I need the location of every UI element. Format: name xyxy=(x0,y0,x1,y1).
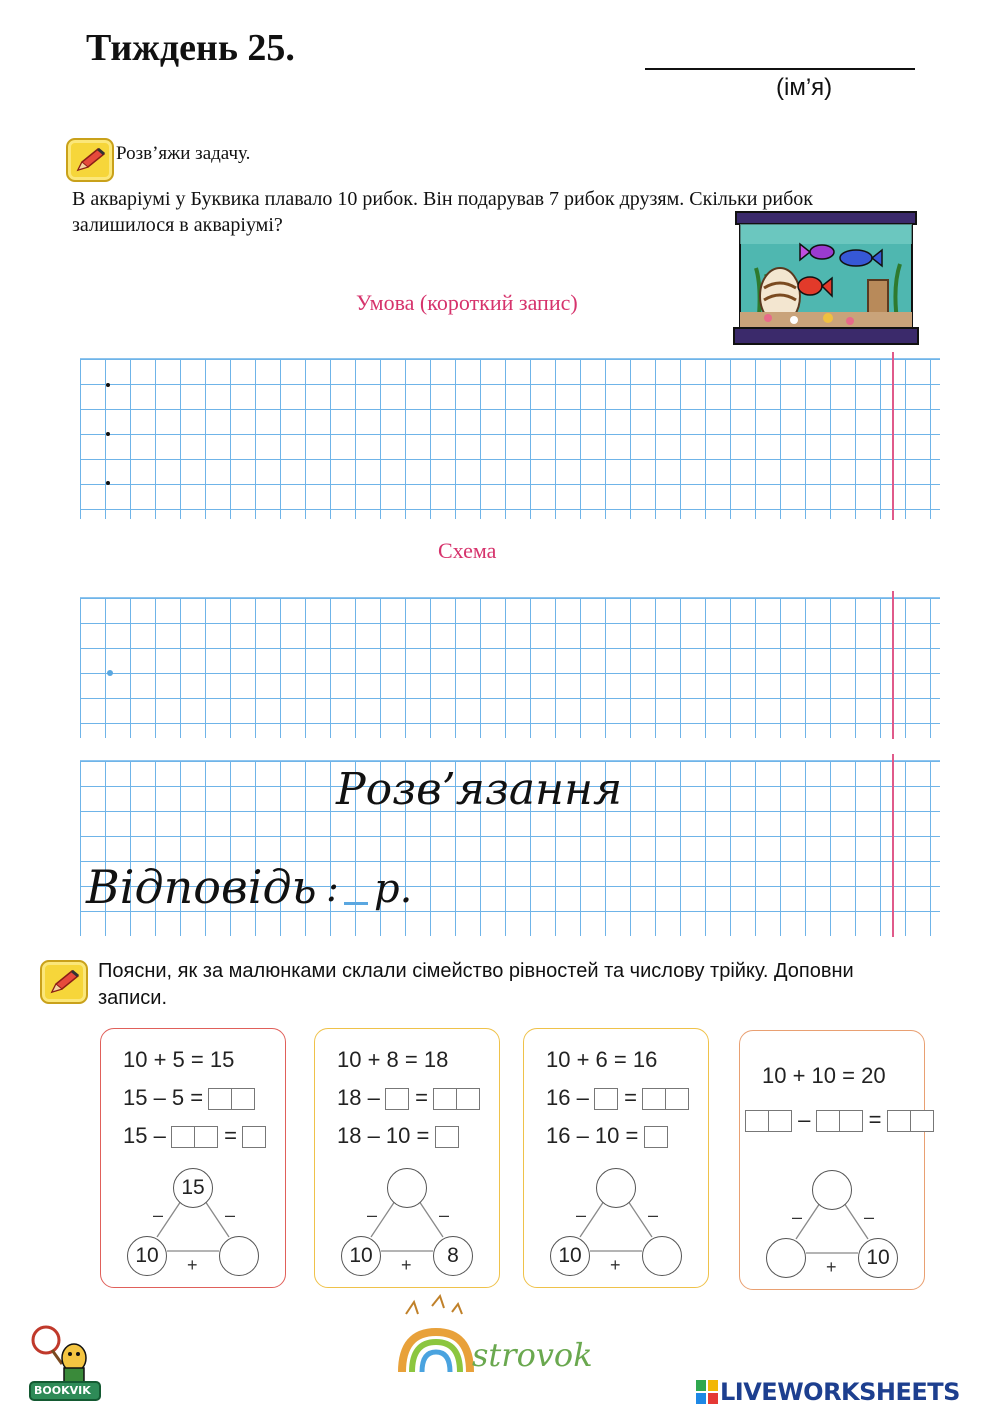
triangle-right-circle: 8 xyxy=(433,1236,473,1276)
plus-sign: + xyxy=(401,1255,412,1275)
triangle-top-circle[interactable] xyxy=(387,1168,427,1208)
equation: 10 + 8 = 18 xyxy=(337,1047,449,1072)
triangle-top-circle[interactable] xyxy=(596,1168,636,1208)
name-label: (ім’я) xyxy=(776,74,833,101)
triangle-left-circle: 10 xyxy=(341,1236,381,1276)
plus-sign: + xyxy=(187,1255,198,1275)
plus-sign: + xyxy=(826,1257,837,1277)
equation-text: 16 – xyxy=(546,1085,589,1110)
answer-unit: р. xyxy=(374,866,413,912)
triangle-left-circle: 10 xyxy=(127,1236,167,1276)
name-line xyxy=(645,68,915,70)
minus-sign: – xyxy=(864,1207,875,1227)
minus-sign: – xyxy=(225,1205,236,1225)
task2-instruction: Поясни, як за малюнками склали сімейство рівностей та числову трійку. Доповни записи. xyxy=(98,960,854,1009)
equation-card-3 xyxy=(523,1028,709,1288)
task1-problem: В акваріумі у Буквика плавало 10 рибок. Він подарував 7 рибок друзям. Скільки рибок залишилося в акваріумі? xyxy=(72,188,814,236)
equation: 10 + 5 = 15 xyxy=(123,1047,235,1072)
scheme-grid[interactable] xyxy=(80,597,940,738)
answer-label: Відповідь xyxy=(86,860,317,914)
page-title: Тиждень 25. xyxy=(86,27,295,69)
equation-card-4 xyxy=(739,1030,925,1290)
equation-text: = xyxy=(624,1085,637,1110)
triangle-right-circle[interactable] xyxy=(219,1236,259,1276)
equation-text: 18 – 10 = xyxy=(337,1123,430,1148)
pencil-icon xyxy=(66,138,114,182)
equation-text: = xyxy=(224,1123,237,1148)
liveworksheets-logo xyxy=(696,1378,996,1408)
equation: 10 + 10 = 20 xyxy=(762,1063,886,1088)
equation-text: = xyxy=(415,1085,428,1110)
task1-instruction: Розв’яжи задачу. xyxy=(116,143,251,164)
grid-margin-line xyxy=(892,754,894,937)
triangle-left-circle: 10 xyxy=(550,1236,590,1276)
equation-card-2 xyxy=(314,1028,500,1288)
liveworksheets-logo-text: LIVEWORKSHEETS xyxy=(720,1378,960,1406)
ostrovok-logo-text: strovok xyxy=(472,1336,593,1374)
minus-sign: – xyxy=(576,1205,587,1225)
ostrovok-logo xyxy=(392,1292,612,1382)
equation: 10 + 6 = 16 xyxy=(546,1047,658,1072)
minus-sign: – xyxy=(439,1205,450,1225)
condition-title: Умова (короткий запис) xyxy=(356,290,578,315)
equation-card-1 xyxy=(100,1028,286,1288)
triangle-right-circle: 10 xyxy=(858,1238,898,1278)
triangle-right-circle[interactable] xyxy=(642,1236,682,1276)
bullet-dot xyxy=(106,432,110,436)
answer-colon: : xyxy=(326,866,339,910)
plus-sign: + xyxy=(610,1255,621,1275)
equation-text: = xyxy=(868,1107,882,1132)
equation-text: 16 – 10 = xyxy=(546,1123,639,1148)
triangle-left-circle[interactable] xyxy=(766,1238,806,1278)
grid-margin-line xyxy=(892,591,894,739)
bullet-dot xyxy=(106,481,110,485)
minus-sign: – xyxy=(153,1205,164,1225)
scheme-title: Схема xyxy=(438,538,497,563)
bullet-dot xyxy=(107,670,113,676)
minus-sign: – xyxy=(648,1205,659,1225)
equation-text: – xyxy=(798,1107,811,1132)
equation-text: 18 – xyxy=(337,1085,380,1110)
triangle-top-circle: 15 xyxy=(173,1168,213,1208)
triangle-top-circle[interactable] xyxy=(812,1170,852,1210)
equation-text: 15 – xyxy=(123,1123,166,1148)
bookvik-logo-text: BOOKVIK xyxy=(34,1384,91,1397)
solution-label: Розв’язання xyxy=(336,764,623,815)
minus-sign: – xyxy=(367,1205,378,1225)
aquarium-image xyxy=(728,208,920,355)
bullet-dot xyxy=(106,383,110,387)
bookvik-logo xyxy=(22,1318,108,1409)
equation-text: 15 – 5 = xyxy=(123,1085,204,1110)
pencil-icon xyxy=(40,960,88,1004)
answer-input[interactable] xyxy=(344,902,368,905)
condition-grid[interactable] xyxy=(80,358,940,519)
grid-margin-line xyxy=(892,352,894,520)
minus-sign: – xyxy=(792,1207,803,1227)
